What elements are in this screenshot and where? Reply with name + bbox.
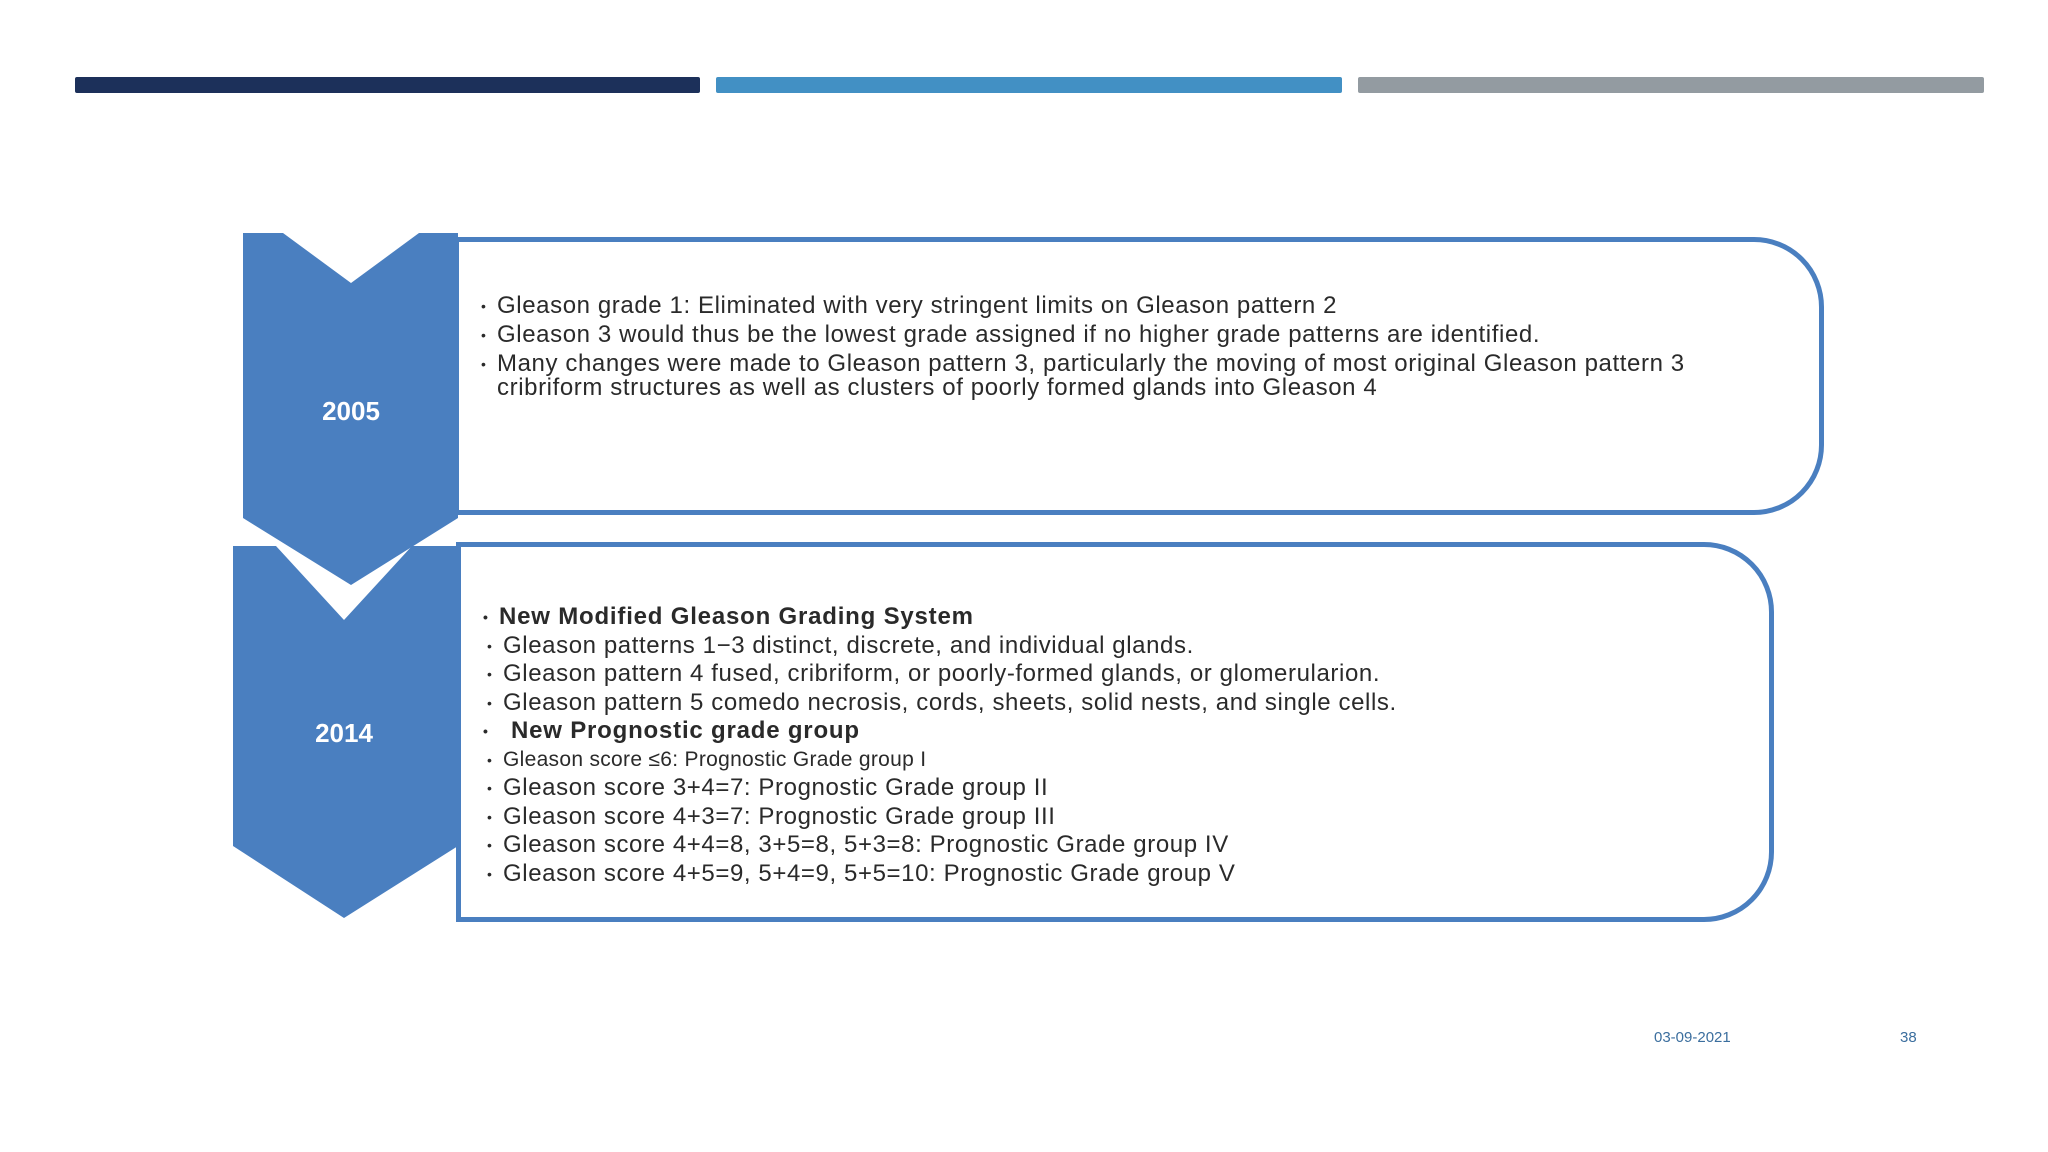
list-item: • Gleason score ≤6: Prognostic Grade group I xyxy=(483,746,1753,775)
list-item: • Gleason score 4+3=7: Prognostic Grade group III xyxy=(483,803,1753,832)
footer-date: 03-09-2021 xyxy=(1654,1029,1731,1046)
list-item: • Gleason grade 1: Eliminated with very stringent limits on Gleason pattern 2 xyxy=(481,294,1781,318)
list-item: • Gleason 3 would thus be the lowest grade assigned if no higher grade patterns are identified. xyxy=(481,323,1781,347)
bullet-list-2014 xyxy=(483,603,1753,888)
list-item: • Gleason score 4+5=9, 5+4=9, 5+5=10: Prognostic Grade group V xyxy=(483,860,1753,889)
content-box-2005 xyxy=(454,237,1824,515)
year-label-2014: 2014 xyxy=(315,718,373,748)
list-item: • Gleason score 4+4=8, 3+5=8, 5+3=8: Prognostic Grade group IV xyxy=(483,831,1753,860)
list-item: • Many changes were made to Gleason pattern 3, particularly the moving of most original Gleason pattern 3 cribriform structures as well as clusters of poorly formed glands into Gleason 4 xyxy=(481,352,1781,400)
list-item: • Gleason pattern 5 comedo necrosis, cords, sheets, solid nests, and single cells. xyxy=(483,689,1753,718)
content-box-2014 xyxy=(456,542,1774,922)
list-item: • Gleason patterns 1−3 distinct, discrete, and individual glands. xyxy=(483,632,1753,661)
list-heading-grade-group: • New Prognostic grade group xyxy=(483,717,1753,746)
list-item: • Gleason score 3+4=7: Prognostic Grade group II xyxy=(483,774,1753,803)
page-number: 38 xyxy=(1900,1029,1917,1046)
list-item: • Gleason pattern 4 fused, cribriform, or poorly-formed glands, or glomerularion. xyxy=(483,660,1753,689)
bullet-list-2005 xyxy=(481,294,1781,405)
year-label-2005: 2005 xyxy=(322,396,380,426)
list-heading-grading-system: • New Modified Gleason Grading System xyxy=(483,603,1753,632)
